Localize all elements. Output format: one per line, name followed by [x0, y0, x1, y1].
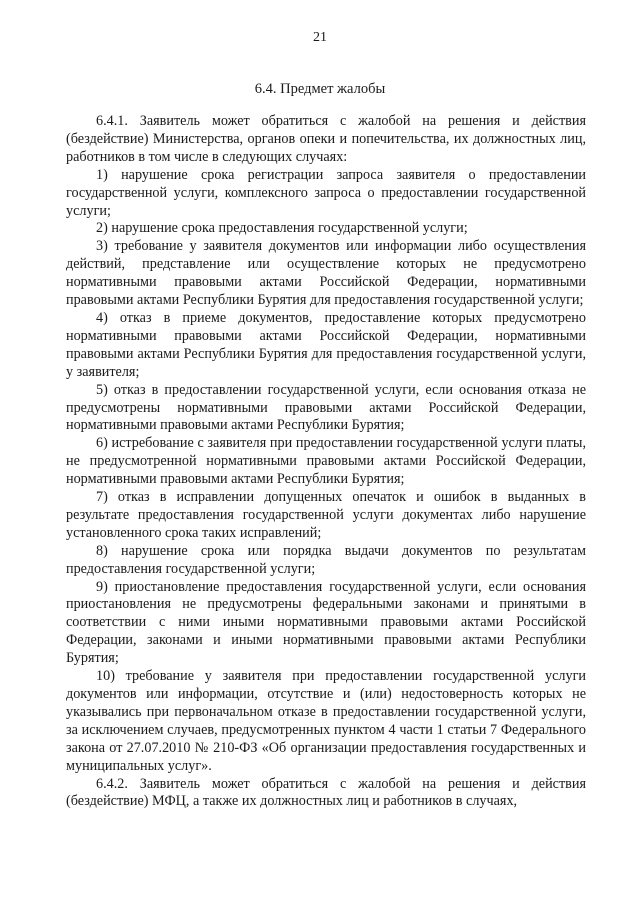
list-item-1: 1) нарушение срока регистрации запроса заявителя о предоставлении государственной услуги, комплексного запроса о предоставлении государственной услуги; [66, 166, 586, 219]
list-item-6: 6) истребование с заявителя при предоставлении государственной услуги платы, не предусмотренной нормативными правовыми актами Российской Федерации, нормативными правовыми актами Республики Бурятия; [66, 435, 586, 488]
section-title: 6.4. Предмет жалобы [254, 81, 386, 97]
list-item-7: 7) отказ в исправлении допущенных опечаток и ошибок в выданных в результате предоставления государственной услуги документах либо нарушение установленного срока таких исправлений; [66, 489, 586, 541]
list-item-10: 10) требование у заявителя при предоставлении государственной услуги документов или информации, отсутствие и (или) недостоверность которых не указывались при первоначальном отказе в предоставлении государственной услуги, за исключением случаев, предусмотренных пунктом 4 части 1 статьи 7 Федерального закона от 27.07.2010 № 210-ФЗ «Об организации предоставления государственных и муниципальных услуг». [66, 668, 586, 774]
list-item-3: 3) требование у заявителя документов или информации либо осуществления действий, представление или осуществление которых не предусмотрено нормативными правовыми актами Российской Федерации, нормативными правовыми актами Республики Бурятия для предоставления государственной услуги; [66, 238, 586, 309]
paragraph-6-4-1-intro: 6.4.1. Заявитель может обратиться с жалобой на решения и действия (бездействие) Министерства, органов опеки и попечительства, их должностных лиц, работников в том числе в следующих случаях: [66, 113, 586, 165]
list-item-2: 2) нарушение срока предоставления государственной услуги; [96, 220, 468, 237]
page-number: 21 [313, 30, 327, 45]
body-text [66, 113, 586, 811]
list-item-9: 9) приостановление предоставления государственной услуги, если основания приостановления не предусмотрены федеральными законами и принятыми в соответствии с ними иными нормативными правовыми актами Российской Федерации, законами и иными нормативными правовыми актами Республики Бурятия; [66, 578, 586, 667]
list-item-8: 8) нарушение срока или порядка выдачи документов по результатам предоставления государственной услуги; [66, 542, 586, 577]
list-item-4: 4) отказ в приеме документов, предоставление которых предусмотрено нормативными правовыми актами Российской Федерации, нормативными правовыми актами Республики Бурятия для предоставления государственной услуги, у заявителя; [66, 309, 586, 380]
paragraph-6-4-2: 6.4.2. Заявитель может обратиться с жалобой на решения и действия (бездействие) МФЦ, а также их должностных лиц и работников в случаях, [66, 775, 586, 810]
list-item-5: 5) отказ в предоставлении государственной услуги, если основания отказа не предусмотрены нормативными правовыми актами Российской Федерации, нормативными правовыми актами Республики Бурятия; [66, 381, 586, 434]
